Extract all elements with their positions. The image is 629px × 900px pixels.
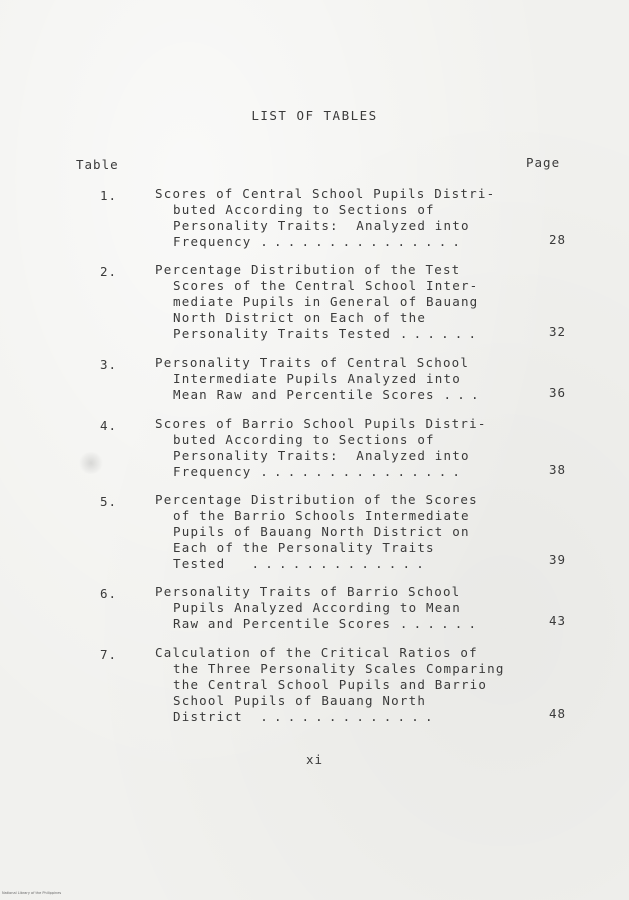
entry-number: 3. [100,357,118,372]
dot-leader: ...... [399,326,483,341]
entry-line: buted According to Sections of [173,432,435,447]
entry-line: Frequency ............... [173,464,467,479]
entry-line: District ............. [173,709,439,724]
entry-line: Each of the Personality Traits [173,540,435,555]
entry-page: 28 [548,232,566,247]
dot-leader: ............. [260,709,439,724]
entry-line: Intermediate Pupils Analyzed into [173,371,461,386]
entry-number: 7. [100,647,118,662]
entry-line: Personality Traits Tested ...... [173,326,483,341]
entry-line: Scores of the Central School Inter- [173,278,479,293]
entry-number: 1. [100,188,118,203]
entry-line: Personality Traits: Analyzed into [173,218,470,233]
entry-line: Personality Traits of Barrio School [155,584,461,599]
entry-line: Tested ............. [173,556,430,571]
scan-footer: National Library of the Philippines [2,891,62,895]
entry-line: Frequency ............... [173,234,467,249]
page-title: LIST OF TABLES [251,108,378,123]
entry-number: 6. [100,586,118,601]
entry-page: 32 [548,324,566,339]
entry-line: buted According to Sections of [173,202,435,217]
entry-line: Raw and Percentile Scores ...... [173,616,483,631]
entry-page: 38 [548,462,566,477]
entry-line: Pupils Analyzed According to Mean [173,600,461,615]
entry-line: Percentage Distribution of the Scores [155,492,478,507]
table-column-header: Table [76,157,119,172]
entry-line: Personality Traits of Central School [155,355,470,370]
ink-smudge [78,452,104,474]
entry-line: School Pupils of Bauang North [173,693,427,708]
page-number: xi [305,752,324,767]
entry-page: 43 [548,613,566,628]
entry-line: Calculation of the Critical Ratios of [155,645,478,660]
dot-leader: ...... [399,616,483,631]
entry-line: Scores of Central School Pupils Distri- [155,186,496,201]
entry-line: Personality Traits: Analyzed into [173,448,470,463]
page-column-header: Page [526,155,561,170]
dot-leader: ............... [260,464,467,479]
entry-line: Pupils of Bauang North District on [173,524,470,539]
entry-line: of the Barrio Schools Intermediate [173,508,470,523]
entry-line: mediate Pupils in General of Bauang [173,294,479,309]
dot-leader: ............. [251,556,430,571]
dot-leader: ... [443,387,485,402]
entry-line: the Central School Pupils and Barrio [173,677,488,692]
entry-line: Mean Raw and Percentile Scores ... [173,387,485,402]
entry-number: 2. [100,264,118,279]
entry-number: 4. [100,418,118,433]
entry-line: Scores of Barrio School Pupils Distri- [155,416,487,431]
entry-line: Percentage Distribution of the Test [155,262,461,277]
entry-page: 48 [548,706,566,721]
entry-line: North District on Each of the [173,310,427,325]
entry-line: the Three Personality Scales Comparing [173,661,505,676]
entry-number: 5. [100,494,118,509]
dot-leader: ............... [260,234,467,249]
entry-page: 36 [548,385,566,400]
entry-page: 39 [548,552,566,567]
